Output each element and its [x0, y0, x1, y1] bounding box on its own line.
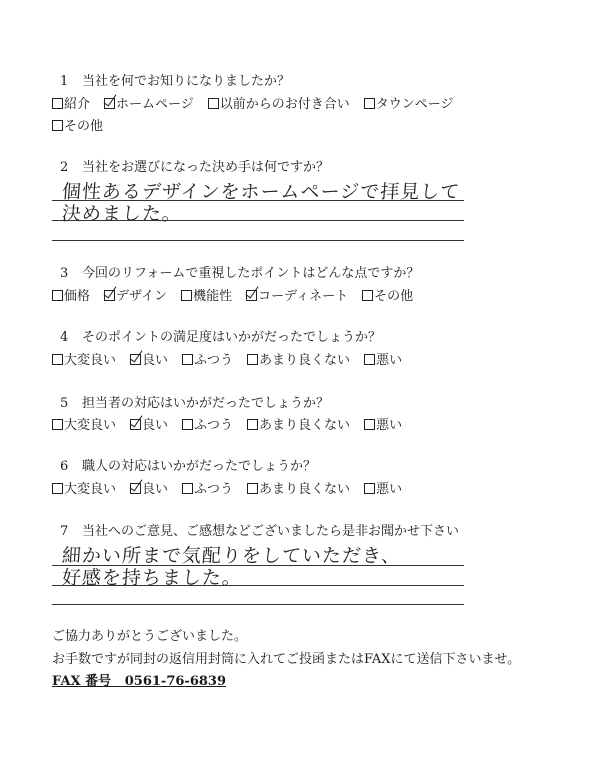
checkbox[interactable] — [52, 120, 63, 131]
question-text: 当社を何でお知りになりましたか？ — [82, 74, 291, 89]
checkbox-checked[interactable] — [246, 290, 257, 301]
question-number: 1 — [60, 74, 69, 89]
option-bad[interactable]: 悪い — [364, 482, 402, 498]
question-text: 当社をお選びになった決め手は何ですか？ — [82, 160, 330, 175]
question-text: 担当者の対応はいかがだったでしょうか？ — [82, 396, 330, 411]
question-number: 4 — [60, 330, 69, 345]
option-price[interactable]: 価格 — [52, 289, 90, 305]
checkbox[interactable] — [247, 354, 258, 365]
handwritten-answer-line-1: 個性あるデザインをホームページで拝見して — [61, 181, 461, 203]
question-4 — [60, 330, 381, 346]
checkbox-checked[interactable] — [130, 483, 141, 494]
option-very-good[interactable]: 大変良い — [52, 482, 116, 498]
option-good[interactable]: 良い — [130, 418, 168, 434]
checkbox[interactable] — [364, 354, 375, 365]
option-average[interactable]: ふつう — [182, 353, 233, 369]
option-existing-relationship[interactable]: 以前からのお付き合い — [208, 97, 350, 113]
checkbox[interactable] — [362, 290, 373, 301]
checkbox[interactable] — [182, 354, 193, 365]
handwritten-answer-line-2: 決めました。 — [61, 203, 183, 225]
fax-label: FAX 番号 — [52, 674, 112, 689]
question-number: 7 — [60, 524, 69, 539]
question-number: 2 — [60, 160, 69, 175]
answer-rule — [52, 604, 464, 605]
option-bad[interactable]: 悪い — [364, 353, 402, 369]
question-text: 当社へのご意見、ご感想などございましたら是非お聞かせ下さい — [82, 524, 460, 539]
option-not-so-good[interactable]: あまり良くない — [247, 353, 350, 369]
q4-options — [52, 353, 416, 369]
question-number: 3 — [60, 266, 69, 281]
checkbox[interactable] — [182, 419, 193, 430]
checkbox[interactable] — [364, 98, 375, 109]
fax-number: 0561-76-6839 — [124, 674, 226, 689]
checkbox[interactable] — [247, 419, 258, 430]
question-number: 6 — [60, 459, 69, 474]
checkbox-checked[interactable] — [104, 290, 115, 301]
question-6 — [60, 459, 316, 475]
option-average[interactable]: ふつう — [182, 482, 233, 498]
question-2 — [60, 160, 329, 176]
q6-options — [52, 482, 416, 498]
answer-rule — [52, 585, 464, 586]
checkbox[interactable] — [52, 354, 63, 365]
option-coordinate[interactable]: コーディネート — [246, 289, 348, 305]
question-text: 職人の対応はいかがだったでしょうか？ — [82, 459, 317, 474]
checkbox[interactable] — [182, 483, 193, 494]
checkbox-checked[interactable] — [130, 354, 141, 365]
q1-options-row-1 — [52, 97, 468, 113]
checkbox-checked[interactable] — [130, 419, 141, 430]
question-text: 今回のリフォームで重視したポイントはどんな点ですか？ — [82, 266, 420, 281]
question-5 — [60, 396, 329, 412]
option-town-page[interactable]: タウンページ — [364, 97, 454, 113]
q5-options — [52, 418, 416, 434]
option-functionality[interactable]: 機能性 — [181, 289, 232, 305]
answer-rule — [52, 240, 464, 241]
checkbox[interactable] — [181, 290, 192, 301]
option-bad[interactable]: 悪い — [364, 418, 402, 434]
option-other[interactable]: その他 — [52, 119, 103, 135]
checkbox[interactable] — [52, 98, 63, 109]
option-good[interactable]: 良い — [130, 482, 168, 498]
checkbox-checked[interactable] — [104, 98, 115, 109]
checkbox[interactable] — [52, 419, 63, 430]
q1-options-row-2 — [52, 119, 117, 135]
fax-number-line — [52, 674, 226, 690]
question-3 — [60, 266, 419, 282]
question-1 — [60, 74, 290, 90]
option-referral[interactable]: 紹介 — [52, 97, 90, 113]
option-not-so-good[interactable]: あまり良くない — [247, 482, 350, 498]
option-homepage[interactable]: ホームページ — [104, 97, 194, 113]
question-number: 5 — [60, 396, 69, 411]
option-very-good[interactable]: 大変良い — [52, 353, 116, 369]
checkbox[interactable] — [52, 483, 63, 494]
option-very-good[interactable]: 大変良い — [52, 418, 116, 434]
question-7 — [60, 524, 459, 540]
option-other[interactable]: その他 — [362, 289, 413, 305]
checkbox[interactable] — [208, 98, 219, 109]
checkbox[interactable] — [364, 419, 375, 430]
option-average[interactable]: ふつう — [182, 418, 233, 434]
checkbox[interactable] — [364, 483, 375, 494]
thank-you-text: ご協力ありがとうございました。 — [52, 629, 248, 644]
checkbox[interactable] — [247, 483, 258, 494]
handwritten-answer-line-2: 好感を持ちました。 — [61, 567, 243, 589]
return-instructions: お手数ですが同封の返信用封筒に入れてご投函またはFAXにて送信下さいませ。 — [52, 652, 521, 667]
question-text: そのポイントの満足度はいかがだったでしょうか？ — [82, 330, 382, 345]
handwritten-answer-line-1: 細かい所まで気配りをしていただき、 — [61, 545, 402, 567]
checkbox[interactable] — [52, 290, 63, 301]
answer-rule — [52, 220, 464, 221]
option-not-so-good[interactable]: あまり良くない — [247, 418, 350, 434]
q3-options — [52, 289, 427, 305]
option-good[interactable]: 良い — [130, 353, 168, 369]
option-design[interactable]: デザイン — [104, 289, 167, 305]
